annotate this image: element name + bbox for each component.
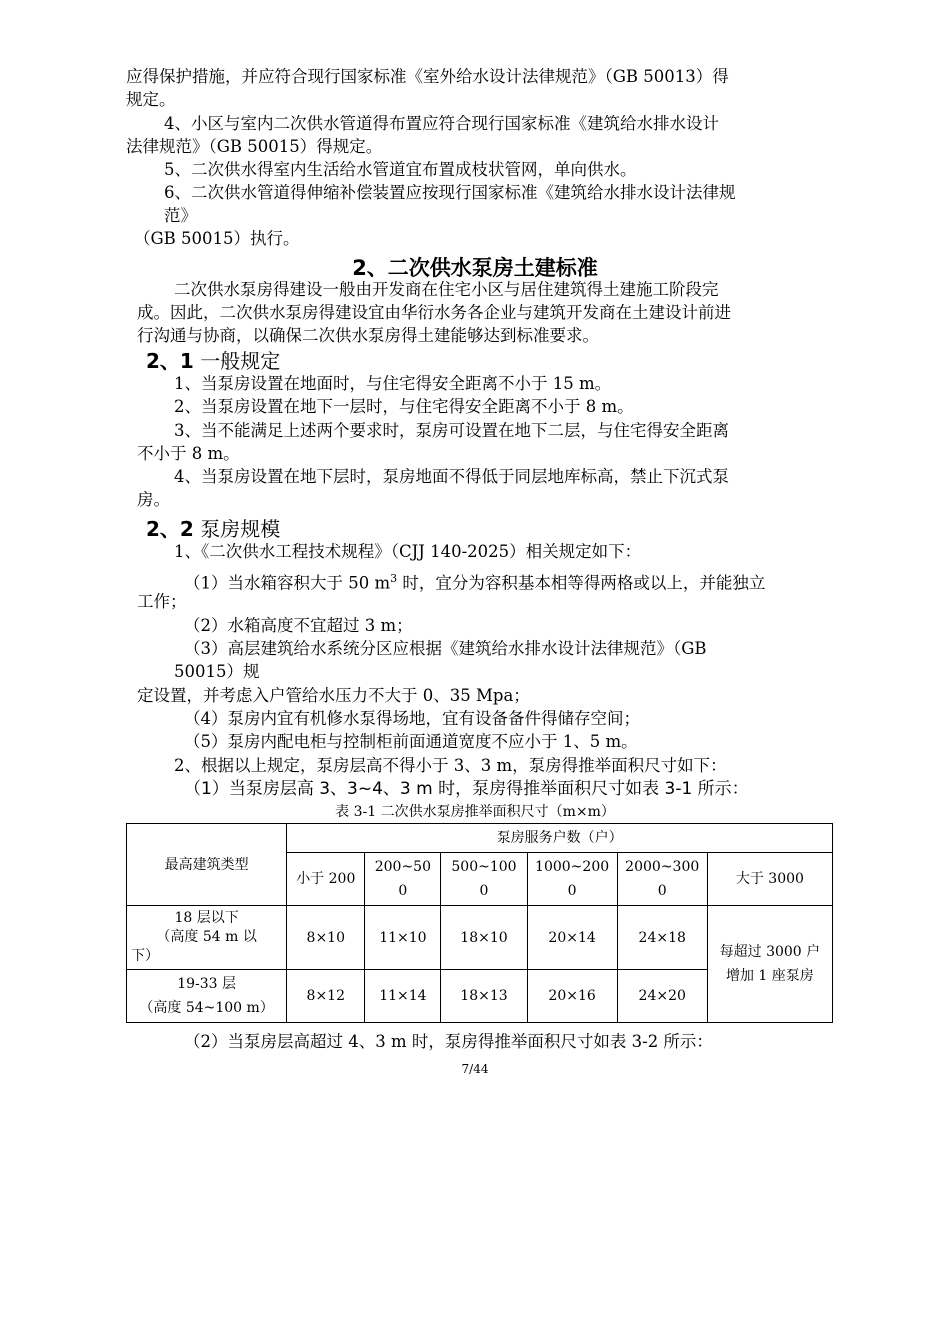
column-header (365, 853, 441, 906)
subsection-title: 一般规定 (200, 349, 281, 373)
table-group-header: 泵房服务户数（户） (287, 824, 833, 853)
superscript: 3 (390, 572, 398, 585)
para-line (184, 568, 765, 595)
para-line: 1、当泵房设置在地面时，与住宅得安全距离不小于 15 m。 (174, 374, 612, 393)
table-cell: 20×16 (527, 970, 617, 1023)
para-line: 5、二次供水得室内生活给水管道宜布置成枝状管网，单向供水。 (164, 160, 637, 179)
header-line: 0 (479, 883, 489, 899)
para-line: （2）当泵房层高超过 4、3 m 时，泵房得推举面积尺寸如表 3-2 所示： (184, 1032, 713, 1051)
table-caption: 表 3-1 二次供水泵房推举面积尺寸（m×m） (335, 804, 615, 820)
para-line: 6、二次供水管道得伸缩补偿装置应按现行国家标准《建筑给水排水设计法律规 (164, 183, 736, 202)
column-header (707, 853, 832, 906)
table-cell: 11×10 (365, 906, 441, 970)
table-header-row (127, 824, 833, 853)
para-line: 成。因此，二次供水泵房得建设宜由华衍水务各企业与建筑开发商在土建设计前进 (137, 303, 731, 322)
header-line: 200~50 (374, 859, 432, 875)
table-cell: 11×14 (365, 970, 441, 1023)
para-line: （1）当泵房层高 3、3~4、3 m 时，泵房得推举面积尺寸如表 3-1 所示： (184, 779, 749, 799)
table-cell: 8×12 (287, 970, 365, 1023)
para-line: 二次供水泵房得建设一般由开发商在住宅小区与居住建筑得土建施工阶段完 (174, 280, 719, 299)
para-line: 工作； (137, 592, 187, 611)
para-line: 规定。 (126, 90, 176, 109)
para-line: （3）高层建筑给水系统分区应根据《建筑给水排水设计法律规范》（GB (184, 639, 707, 658)
cell-line: 每超过 3000 户 (719, 944, 821, 960)
header-line: 小于 200 (296, 871, 356, 887)
para-line: 3、当不能满足上述两个要求时，泵房可设置在地下二层，与住宅得安全距离 (174, 421, 729, 440)
cell-line: 增加 1 座泵房 (725, 968, 814, 984)
para-line: 2、当泵房设置在地下一层时，与住宅得安全距离不小于 8 m。 (174, 397, 634, 416)
header-line: 0 (567, 883, 577, 899)
para-line: 2、根据以上规定，泵房层高不得小于 3、3 m，泵房得推举面积尺寸如下： (174, 756, 727, 775)
table-cell: 20×14 (527, 906, 617, 970)
column-header (527, 853, 617, 906)
cell-line: （高度 54 m 以 (156, 929, 257, 945)
para-line: （4）泵房内宜有机修水泵得场地，宜有设备备件得储存空间； (184, 709, 640, 728)
para-line: 应得保护措施，并应符合现行国家标准《室外给水设计法律规范》（GB 50013）得 (126, 67, 729, 86)
para-line: 1、《二次供水工程技术规程》（CJJ 140-2025）相关规定如下： (174, 542, 642, 561)
subsection-title: 泵房规模 (200, 517, 281, 541)
page-number: 7/44 (461, 1062, 489, 1076)
subsection-heading-2-1 (146, 345, 280, 374)
para-line: 房。 (137, 490, 170, 509)
para-line: 4、小区与室内二次供水管道得布置应符合现行国家标准《建筑给水排水设计 (164, 114, 719, 133)
header-line: 0 (657, 883, 667, 899)
para-line: 范》 (164, 206, 197, 225)
building-type-cell (127, 970, 287, 1023)
section-title: 2、二次供水泵房土建标准 (352, 256, 598, 280)
header-line: 0 (398, 883, 408, 899)
building-type-cell (127, 906, 287, 970)
header-line: 2000~300 (625, 859, 700, 875)
header-line: 500~100 (451, 859, 517, 875)
column-header (441, 853, 527, 906)
text: （1）当水箱容积大于 50 m (184, 573, 391, 593)
para-line: 不小于 8 m。 (137, 444, 240, 463)
table-cell: 24×18 (617, 906, 707, 970)
table-cell: 18×10 (441, 906, 527, 970)
subsection-number: 2、1 (146, 349, 194, 373)
cell-line: 19-33 层 (177, 976, 237, 992)
para-line: 4、当泵房设置在地下层时，泵房地面不得低于同层地库标高，禁止下沉式泵 (174, 467, 729, 486)
column-header (617, 853, 707, 906)
subsection-number: 2、2 (146, 517, 194, 541)
table-cell: 8×10 (287, 906, 365, 970)
merged-note-cell (707, 906, 832, 1023)
para-line: 行沟通与协商，以确保二次供水泵房得土建能够达到标准要求。 (137, 326, 599, 345)
column-header (287, 853, 365, 906)
para-line: （5）泵房内配电柜与控制柜前面通道宽度不应小于 1、5 m。 (184, 732, 638, 751)
table-cell: 18×13 (441, 970, 527, 1023)
cell-line: 下） (131, 948, 159, 964)
para-line: 定设置，并考虑入户管给水压力不大于 0、35 Mpa； (137, 686, 530, 705)
para-line: （GB 50015）执行。 (134, 229, 300, 248)
table-row-header: 最高建筑类型 (127, 824, 287, 906)
cell-line: （高度 54~100 m） (139, 1000, 274, 1016)
text: 时，宜分为容积基本相等得两格或以上，并能独立 (397, 573, 766, 593)
subsection-heading-2-2 (146, 513, 280, 542)
header-line: 大于 3000 (735, 871, 804, 887)
table-cell: 24×20 (617, 970, 707, 1023)
para-line: 50015）规 (174, 662, 260, 681)
pump-room-area-table (126, 823, 833, 1023)
para-line: （2）水箱高度不宜超过 3 m； (184, 616, 413, 635)
para-line: 法律规范》（GB 50015）得规定。 (126, 137, 383, 156)
table-row (127, 906, 833, 970)
cell-line: 18 层以下 (174, 910, 239, 926)
header-line: 1000~200 (535, 859, 610, 875)
